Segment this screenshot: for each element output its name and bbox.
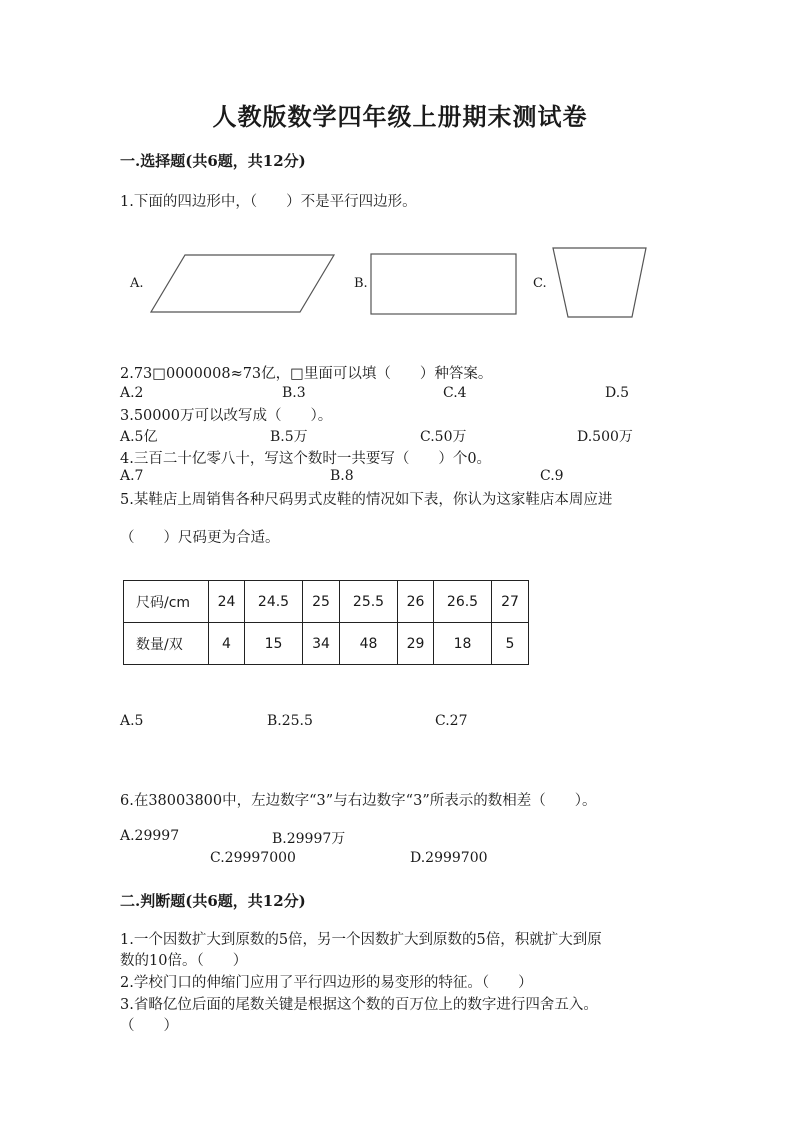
table-row-counts [124,623,529,665]
judgement-2: 2.学校门口的伸缩门应用了平行四边形的易变形的特征。（ ） [120,975,533,991]
table-cell: 25 [303,581,340,623]
q5-option-b: B.25.5 [267,713,313,729]
q6-option-d: D.2999700 [410,850,488,866]
table-row-sizes [124,581,529,623]
table-cell: 25.5 [340,581,398,623]
table-cell: 24.5 [245,581,303,623]
question-1-text: 1.下面的四边形中，（ ）不是平行四边形。 [120,194,417,210]
q5-option-c: C.27 [435,713,468,729]
q2-option-a: A.2 [120,385,144,401]
section-heading-choice: 一.选择题(共6题，共12分) [120,152,306,170]
table-cell: 4 [209,623,245,665]
table-cell: 48 [340,623,398,665]
table-cell: 15 [245,623,303,665]
table-cell: 34 [303,623,340,665]
table-cell: 26.5 [434,581,492,623]
judgement-1-line2: 数的10倍。（ ） [120,953,248,969]
q4-option-c: C.9 [540,468,564,484]
q2-option-c: C.4 [443,385,467,401]
question-6-text: 6.在38003800中，左边数字“3”与右边数字“3”所表示的数相差（ ）。 [120,793,597,809]
q3-option-c: C.50万 [420,429,467,445]
question-5-text-line1: 5.某鞋店上周销售各种尺码男式皮鞋的情况如下表，你认为这家鞋店本周应进 [120,492,613,508]
table-header-size: 尺码/cm [124,581,209,623]
question-3-text: 3.50000万可以改写成（ ）。 [120,408,333,424]
q3-option-d: D.500万 [577,429,633,445]
q3-option-a: A.5亿 [120,429,158,445]
shoe-sales-table [123,580,529,665]
page-title: 人教版数学四年级上册期末测试卷 [212,102,588,131]
q5-option-a: A.5 [120,713,144,729]
table-cell: 29 [398,623,434,665]
question-5-text-line2: （ ）尺码更为合适。 [120,530,280,546]
judgement-3-line2: （ ） [120,1018,178,1034]
table-cell: 27 [492,581,529,623]
q6-option-a: A.29997 [120,828,180,844]
table-cell: 18 [434,623,492,665]
judgement-3-line1: 3.省略亿位后面的尾数关键是根据这个数的百万位上的数字进行四舍五入。 [120,997,598,1013]
judgement-1-line1: 1.一个因数扩大到原数的5倍，另一个因数扩大到原数的5倍，积就扩大到原 [120,932,602,948]
q4-option-b: B.8 [330,468,354,484]
shape-label-b: B. [354,276,368,291]
q2-option-d: D.5 [605,385,630,401]
q3-option-b: B.5万 [270,429,308,445]
table-header-count: 数量/双 [124,623,209,665]
question-4-text: 4.三百二十亿零八十，写这个数时一共要写（ ）个0。 [120,451,492,467]
shape-label-c: C. [533,276,547,291]
section-heading-judgement: 二.判断题(共6题，共12分) [120,892,306,910]
q6-option-b: B.29997万 [272,831,346,847]
rectangle-shape [370,252,520,316]
q2-option-b: B.3 [282,385,306,401]
parallelogram-shape [150,252,338,316]
table-cell: 26 [398,581,434,623]
table-cell: 5 [492,623,529,665]
q6-option-c: C.29997000 [210,850,296,866]
question-2-text: 2.73□0000008≈73亿，□里面可以填（ ）种答案。 [120,366,493,382]
shape-label-a: A. [130,276,144,291]
table-cell: 24 [209,581,245,623]
trapezoid-shape [550,244,650,322]
q4-option-a: A.7 [120,468,144,484]
